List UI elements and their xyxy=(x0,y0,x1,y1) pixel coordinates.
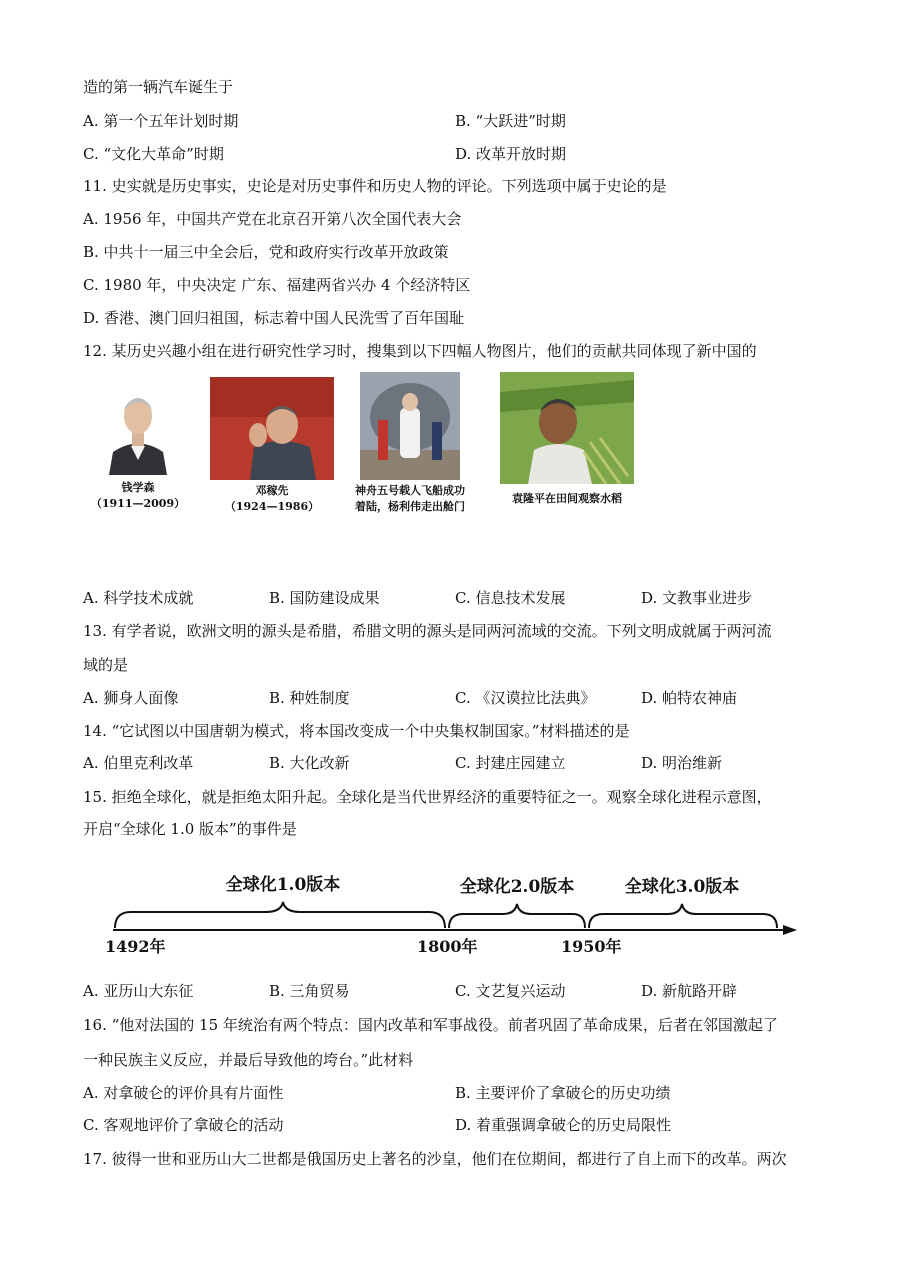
q11-option-b: B. 中共十一届三中全会后，党和政府实行改革开放政策 xyxy=(83,243,449,261)
q16-stem-line2: 一种民族主义反应，并最后导致他的垮台。”此材料 xyxy=(83,1051,414,1069)
q16-option-c: C. 客观地评价了拿破仑的活动 xyxy=(83,1116,284,1134)
caption-2-line1: 邓稼先 xyxy=(255,484,289,497)
q14-option-d: D. 明治维新 xyxy=(641,754,723,772)
q14-option-c: C. 封建庄园建立 xyxy=(455,754,566,772)
q13-stem-line1: 13. 有学者说，欧洲文明的源头是希腊，希腊文明的源头是同两河流域的交流。下列文明成就属于两河流 xyxy=(83,622,772,640)
q13-option-b: B. 种姓制度 xyxy=(269,689,350,707)
timeline-year-1950: 1950年 xyxy=(561,937,622,956)
portrait-photo-1 xyxy=(103,380,173,475)
q15-option-a: A. 亚历山大东征 xyxy=(83,982,194,1000)
caption-1-line1: 钱学森 xyxy=(121,481,155,494)
q13-option-d: D. 帕特农神庙 xyxy=(641,689,738,707)
q10-option-c: C. “文化大革命”时期 xyxy=(83,145,224,163)
q12-option-d: D. 文教事业进步 xyxy=(641,589,753,607)
timeline-year-1492: 1492年 xyxy=(105,937,166,956)
brace-3 xyxy=(589,904,777,928)
q10-option-a: A. 第一个五年计划时期 xyxy=(83,112,239,130)
q15-option-d: D. 新航路开辟 xyxy=(641,982,738,1000)
globalization-timeline-diagram xyxy=(83,852,828,962)
q12-option-c: C. 信息技术发展 xyxy=(455,589,566,607)
q13-option-a: A. 狮身人面像 xyxy=(83,689,179,707)
timeline-label-3: 全球化3.0版本 xyxy=(624,877,740,897)
astronaut-photo xyxy=(360,372,460,480)
q14-stem: 14. “它试图以中国唐朝为模式，将本国改变成一个中央集权制国家。”材料描述的是 xyxy=(83,722,630,740)
q10-stem-continuation: 造的第一辆汽车诞生于 xyxy=(83,78,234,96)
q15-option-b: B. 三角贸易 xyxy=(269,982,350,1000)
timeline-year-1800: 1800年 xyxy=(417,937,478,956)
q16-option-a: A. 对拿破仑的评价具有片面性 xyxy=(83,1084,284,1102)
portrait-photo-2 xyxy=(210,377,334,480)
q10-option-b: B. “大跃进”时期 xyxy=(455,112,566,130)
rice-field-photo xyxy=(500,372,634,484)
q15-stem-line2: 开启“全球化 1.0 版本”的事件是 xyxy=(83,820,297,838)
q12-stem: 12. 某历史兴趣小组在进行研究性学习时，搜集到以下四幅人物图片，他们的贡献共同体现了新中国的 xyxy=(83,342,757,360)
q17-stem: 17. 彼得一世和亚历山大二世都是俄国历史上著名的沙皇，他们在位期间，都进行了自上而下的改革。两次 xyxy=(83,1150,787,1168)
q11-option-d: D. 香港、澳门回归祖国，标志着中国人民洗雪了百年国耻 xyxy=(83,309,465,327)
q11-stem: 11. 史实就是历史事实，史论是对历史事件和历史人物的评论。下列选项中属于史论的是 xyxy=(83,177,667,195)
q12-option-a: A. 科学技术成就 xyxy=(83,589,194,607)
q14-option-a: A. 伯里克利改革 xyxy=(83,754,194,772)
q16-option-d: D. 着重强调拿破仑的历史局限性 xyxy=(455,1116,672,1134)
q15-option-c: C. 文艺复兴运动 xyxy=(455,982,566,1000)
timeline-label-2: 全球化2.0版本 xyxy=(459,877,575,897)
caption-1-line2: （1911—2009） xyxy=(90,497,186,510)
timeline-label-1: 全球化1.0版本 xyxy=(225,875,341,895)
caption-3-line1: 神舟五号载人飞船成功 xyxy=(355,484,465,497)
caption-3-line2: 着陆，杨利伟走出舱门 xyxy=(355,500,465,513)
q14-option-b: B. 大化改新 xyxy=(269,754,350,772)
q13-option-c: C. 《汉谟拉比法典》 xyxy=(455,689,596,707)
caption-4-line1: 袁隆平在田间观察水稻 xyxy=(512,492,622,505)
q16-option-b: B. 主要评价了拿破仑的历史功绩 xyxy=(455,1084,671,1102)
timeline-arrowhead xyxy=(783,925,797,935)
brace-1 xyxy=(115,902,445,928)
q10-option-d: D. 改革开放时期 xyxy=(455,145,567,163)
q16-stem-line1: 16. “他对法国的 15 年统治有两个特点：国内改革和军事战役。前者巩固了革命成果，后者在邻国激起了 xyxy=(83,1016,778,1034)
q13-stem-line2: 域的是 xyxy=(83,656,129,674)
q12-option-b: B. 国防建设成果 xyxy=(269,589,380,607)
q11-option-a: A. 1956 年，中国共产党在北京召开第八次全国代表大会 xyxy=(83,210,462,228)
q15-stem-line1: 15. 拒绝全球化，就是拒绝太阳升起。全球化是当代世界经济的重要特征之一。观察全球化进程示意图， xyxy=(83,788,772,806)
brace-2 xyxy=(449,904,585,928)
caption-2-line2: （1924—1986） xyxy=(224,500,320,513)
q11-option-c: C. 1980 年，中央决定 广东、福建两省兴办 4 个经济特区 xyxy=(83,276,471,294)
